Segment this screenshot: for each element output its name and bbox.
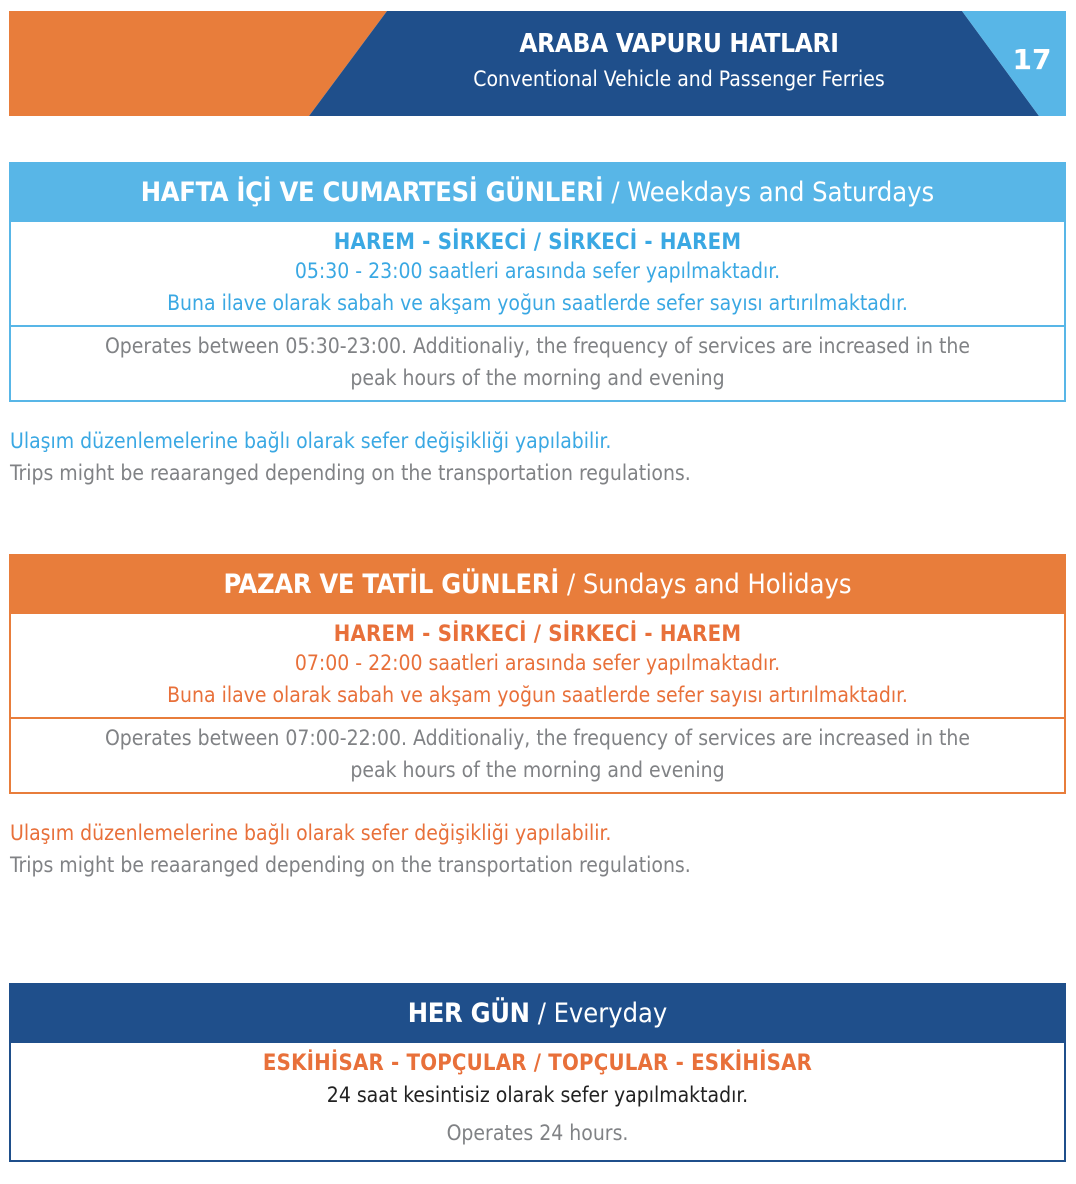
sundays-note-en: Trips might be reaaranged depending on the transportation regulations.	[10, 853, 691, 877]
banner-navy-band	[309, 11, 1039, 116]
weekdays-hours-tr: 05:30 - 23:00 saatleri arasında sefer yapılmaktadır.	[294, 259, 781, 283]
weekdays-note-en: Trips might be reaaranged depending on the transportation regulations.	[10, 461, 691, 485]
sundays-en-line2: peak hours of the morning and evening	[350, 758, 725, 782]
weekdays-body	[9, 222, 1066, 402]
sundays-title-en: / Sundays and Holidays	[566, 568, 852, 600]
sundays-note	[10, 817, 691, 881]
weekdays-heading	[9, 162, 1066, 222]
everyday-title-en: / Everyday	[537, 997, 668, 1029]
everyday-hours-en: Operates 24 hours.	[446, 1121, 629, 1145]
weekdays-en-line2: peak hours of the morning and evening	[350, 366, 725, 390]
sundays-heading	[9, 554, 1066, 614]
sundays-note-tr: Ulaşım düzenlemelerine bağlı olarak sefer değişikliği yapılabilir.	[10, 821, 612, 845]
weekdays-en-line1: Operates between 05:30-23:00. Additionaliy, the frequency of services are increased in the	[104, 334, 971, 358]
everyday-body	[9, 1043, 1066, 1162]
weekdays-section	[9, 162, 1066, 402]
weekdays-route: HAREM - SİRKECİ / SİRKECİ - HAREM	[333, 230, 742, 255]
banner-subtitle: Conventional Vehicle and Passenger Ferries	[473, 67, 885, 91]
sundays-en-line1: Operates between 07:00-22:00. Additionaliy, the frequency of services are increased in the	[104, 726, 971, 750]
everyday-title-tr: HER GÜN	[407, 997, 530, 1029]
weekdays-note	[10, 425, 691, 489]
weekdays-extra-tr: Buna ilave olarak sabah ve akşam yoğun saatlerde sefer sayısı artırılmaktadır.	[167, 291, 908, 315]
sundays-english	[11, 717, 1064, 792]
banner-graphic	[9, 11, 1066, 116]
sundays-route: HAREM - SİRKECİ / SİRKECİ - HAREM	[333, 622, 742, 647]
everyday-section	[9, 983, 1066, 1162]
banner-title: ARABA VAPURU HATLARI	[519, 29, 839, 59]
everyday-hours-tr: 24 saat kesintisiz olarak sefer yapılmaktadır.	[326, 1083, 749, 1107]
weekdays-title-en: / Weekdays and Saturdays	[611, 176, 935, 208]
everyday-heading	[9, 983, 1066, 1043]
sundays-hours-tr: 07:00 - 22:00 saatleri arasında sefer yapılmaktadır.	[294, 651, 781, 675]
sundays-extra-tr: Buna ilave olarak sabah ve akşam yoğun saatlerde sefer sayısı artırılmaktadır.	[167, 683, 908, 707]
page-number: 17	[1012, 43, 1052, 76]
everyday-route: ESKİHİSAR - TOPÇULAR / TOPÇULAR - ESKİHİSAR	[262, 1051, 813, 1076]
sundays-section	[9, 554, 1066, 794]
sundays-title-tr: PAZAR VE TATİL GÜNLERİ	[223, 568, 559, 600]
sundays-body	[9, 614, 1066, 794]
header-banner	[9, 11, 1066, 116]
weekdays-note-tr: Ulaşım düzenlemelerine bağlı olarak sefer değişikliği yapılabilir.	[10, 429, 612, 453]
weekdays-english	[11, 325, 1064, 400]
weekdays-title-tr: HAFTA İÇİ VE CUMARTESİ GÜNLERİ	[140, 176, 604, 208]
